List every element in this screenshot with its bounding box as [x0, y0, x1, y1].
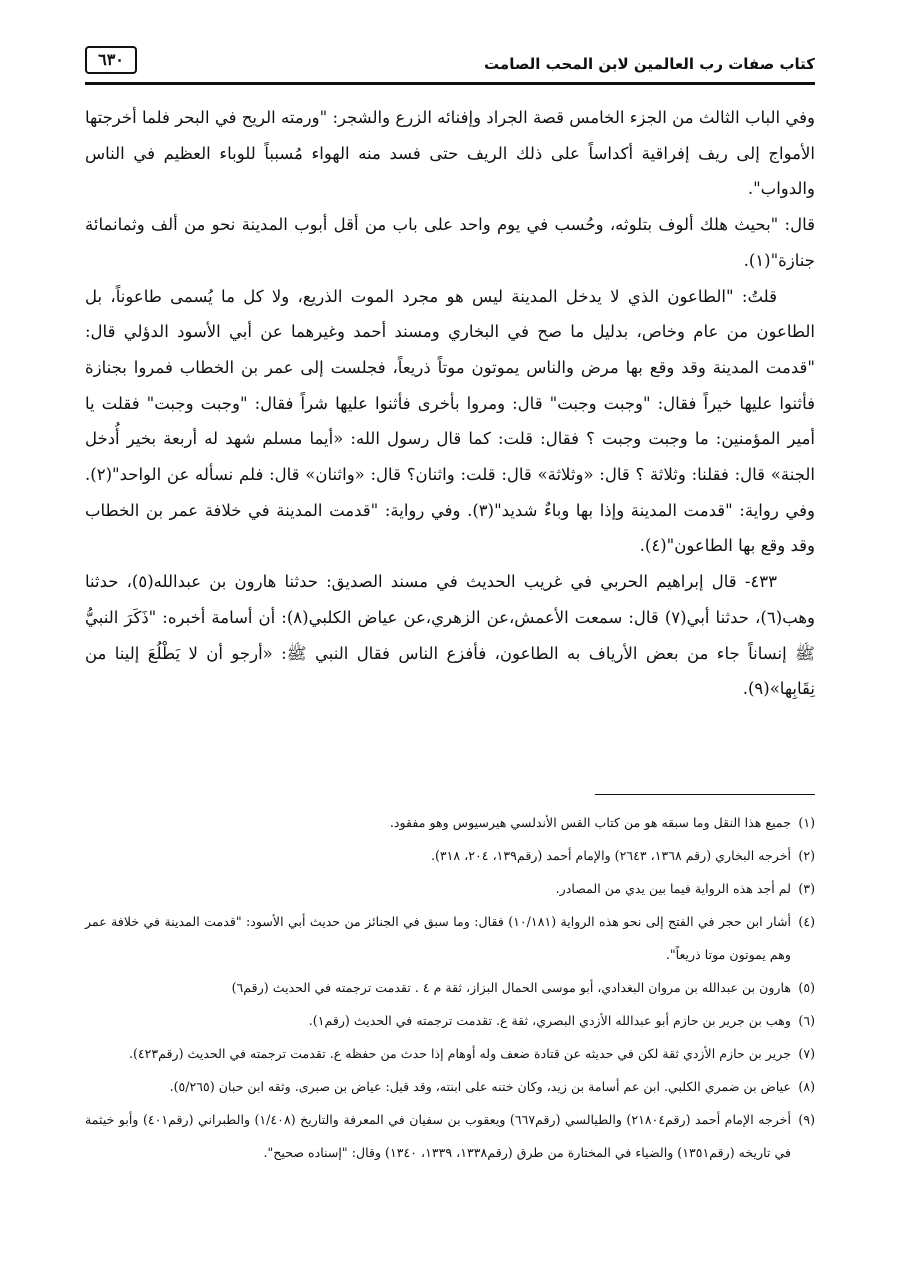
footnote-text: وهب بن جرير بن حازم أبو عبدالله الأزدي البصري، ثقة ع. تقدمت ترجمته في الحديث (رقم١).: [308, 1013, 791, 1028]
footnote: [85, 806, 815, 839]
footnote: [85, 839, 815, 872]
page-number: ٦٣٠: [85, 46, 137, 74]
paragraph: ٤٣٣- قال إبراهيم الحربي في غريب الحديث في مسند الصديق: حدثنا هارون بن عبدالله(٥)، حدثنا وهب(٦)، حدثنا أبي(٧) قال: سمعت الأعمش،عن الزهري،عن عياض الكلبي(٨): أن أسامة أخبره: "ذَكَرَ النبيُّ ﷺ إنساناً جاء من بعض الأرياف به الطاعون، فأفزع الناس فقال النبي ﷺ: «أرجو أن لا يَطْلُعَ إلينا من نِقَابِها»(٩).: [85, 572, 815, 699]
footnote-divider: [595, 794, 815, 795]
footnote-number: (٦): [798, 1013, 815, 1028]
paragraph: وفي الباب الثالث من الجزء الخامس قصة الجراد وإفنائه الزرع والشجر: "ورمته الريح في البحر فلما أخرجتها الأمواج إلى ريف إفراقية أكداساً على ذلك الريف حتى فسد منه الهواء مُسبباً للوباء العظيم في الناس والدواب".: [85, 108, 815, 199]
footnote-number: (٧): [798, 1046, 815, 1061]
footnote-number: (٩): [798, 1112, 815, 1127]
paragraph: قلتُ: "الطاعون الذي لا يدخل المدينة ليس هو مجرد الموت الذريع، ولا كل ما يُسمى طاعوناً، بل الطاعون من عام وخاص، بدليل ما صح في البخاري ومسند أحمد وغيرهما عن أبي الأسود الدؤلي قال: "قدمت المدينة وقد وقع بها مرض والناس يموتون موتاً ذريعاً، فجلست إلى عمر بن الخطاب فمروا بجنازة فأثنوا عليها خيراً فقال: "وجبت وجبت" قال: ومروا بأخرى فأثنوا عليها شراً فقال: "وجبت وجبت" فقلت يا أمير المؤمنين: ما وجبت وجبت ؟ فقال: قلت: كما قال رسول الله: «أيما مسلم شهد له أربعة بخير أُدخل الجنة» قال: فقلنا: وثلاثة ؟ قال: «وثلاثة» قال: قلت: واثنان؟ قال: «واثنان» قال: فلم نسأله عن الواحد"(٢). وفي رواية: "قدمت المدينة وإذا بها وباءٌ شديد"(٣). وفي رواية: "قدمت المدينة في خلافة عمر بن الخطاب وقد وقع بها الطاعون"(٤).: [85, 286, 815, 556]
footnote: [85, 1070, 815, 1103]
footnote-text: أشار ابن حجر في الفتح إلى نحو هذه الرواية (١٠/١٨١) فقال: وما سبق في الجنائز من حديث أبي الأسود: "قدمت المدينة في خلافة عمر وهم يموتون موتا ذريعاً".: [85, 914, 791, 962]
header-divider: [85, 82, 815, 85]
footnote-text: أخرجه البخاري (رقم ١٣٦٨، ٢٦٤٣) والإمام أحمد (رقم١٣٩، ٢٠٤، ٣١٨).: [430, 848, 791, 863]
footnote: [85, 905, 815, 971]
footnote-number: (٨): [798, 1079, 815, 1094]
footnote-text: جرير بن حازم الأزدي ثقة لكن في حديثه عن قتادة ضعف وله أوهام إذا حدث من حفظه ع. تقدمت ترجمته في الحديث (رقم٤٢٣).: [128, 1046, 791, 1061]
footnote: [85, 971, 815, 1004]
footnote-number: (٤): [798, 914, 815, 929]
footnote-number: (٥): [798, 980, 815, 995]
footnotes: [85, 806, 815, 1169]
footnote-number: (٣): [798, 881, 815, 896]
footnote-text: هارون بن عبدالله بن مروان البغدادي، أبو موسى الحمال البزاز، ثقة م ٤ . تقدمت ترجمته في الحديث (رقم٦): [231, 980, 791, 995]
paragraph: قال: "بحيث هلك ألوف بتلوثه، وحُسب في يوم واحد على باب من أقل أبوب المدينة نحو من ألف وثمانمائة جنازة"(١).: [85, 215, 815, 270]
footnote-number: (٢): [798, 848, 815, 863]
footnote-text: أخرجه الإمام أحمد (رقم٢١٨٠٤) والطيالسي (رقم٦٦٧) ويعقوب بن سفيان في المعرفة والتاريخ (١/٤٠٨) والطبراني (رقم٤٠١) وأبو خيثمة في تاريخه (رقم١٣٥١) والضياء في المختارة من طرق (رقم١٣٣٨، ١٣٣٩، ١٣٤٠) وقال: "إسناده صحيح".: [85, 1112, 791, 1160]
footnote: [85, 1004, 815, 1037]
footnote: [85, 1037, 815, 1070]
footnote-text: لم أجد هذه الرواية فيما بين يدي من المصادر.: [555, 881, 791, 896]
footnote-number: (١): [798, 815, 815, 830]
main-text: [85, 100, 815, 707]
footnote: [85, 872, 815, 905]
footnote-text: جميع هذا النقل وما سبقه هو من كتاب القس الأندلسي هيرسيوس وهو مفقود.: [389, 815, 791, 830]
page-header: [85, 46, 815, 80]
footnote: [85, 1103, 815, 1169]
footnote-text: عياض بن ضمري الكلبي. ابن عم أسامة بن زيد، وكان ختنه على ابنته، وقد قيل: عياض بن صبرى. وثقه ابن حبان (٥/٢٦٥).: [169, 1079, 791, 1094]
book-title: كتاب صفات رب العالمين لابن المحب الصامت: [484, 55, 815, 73]
